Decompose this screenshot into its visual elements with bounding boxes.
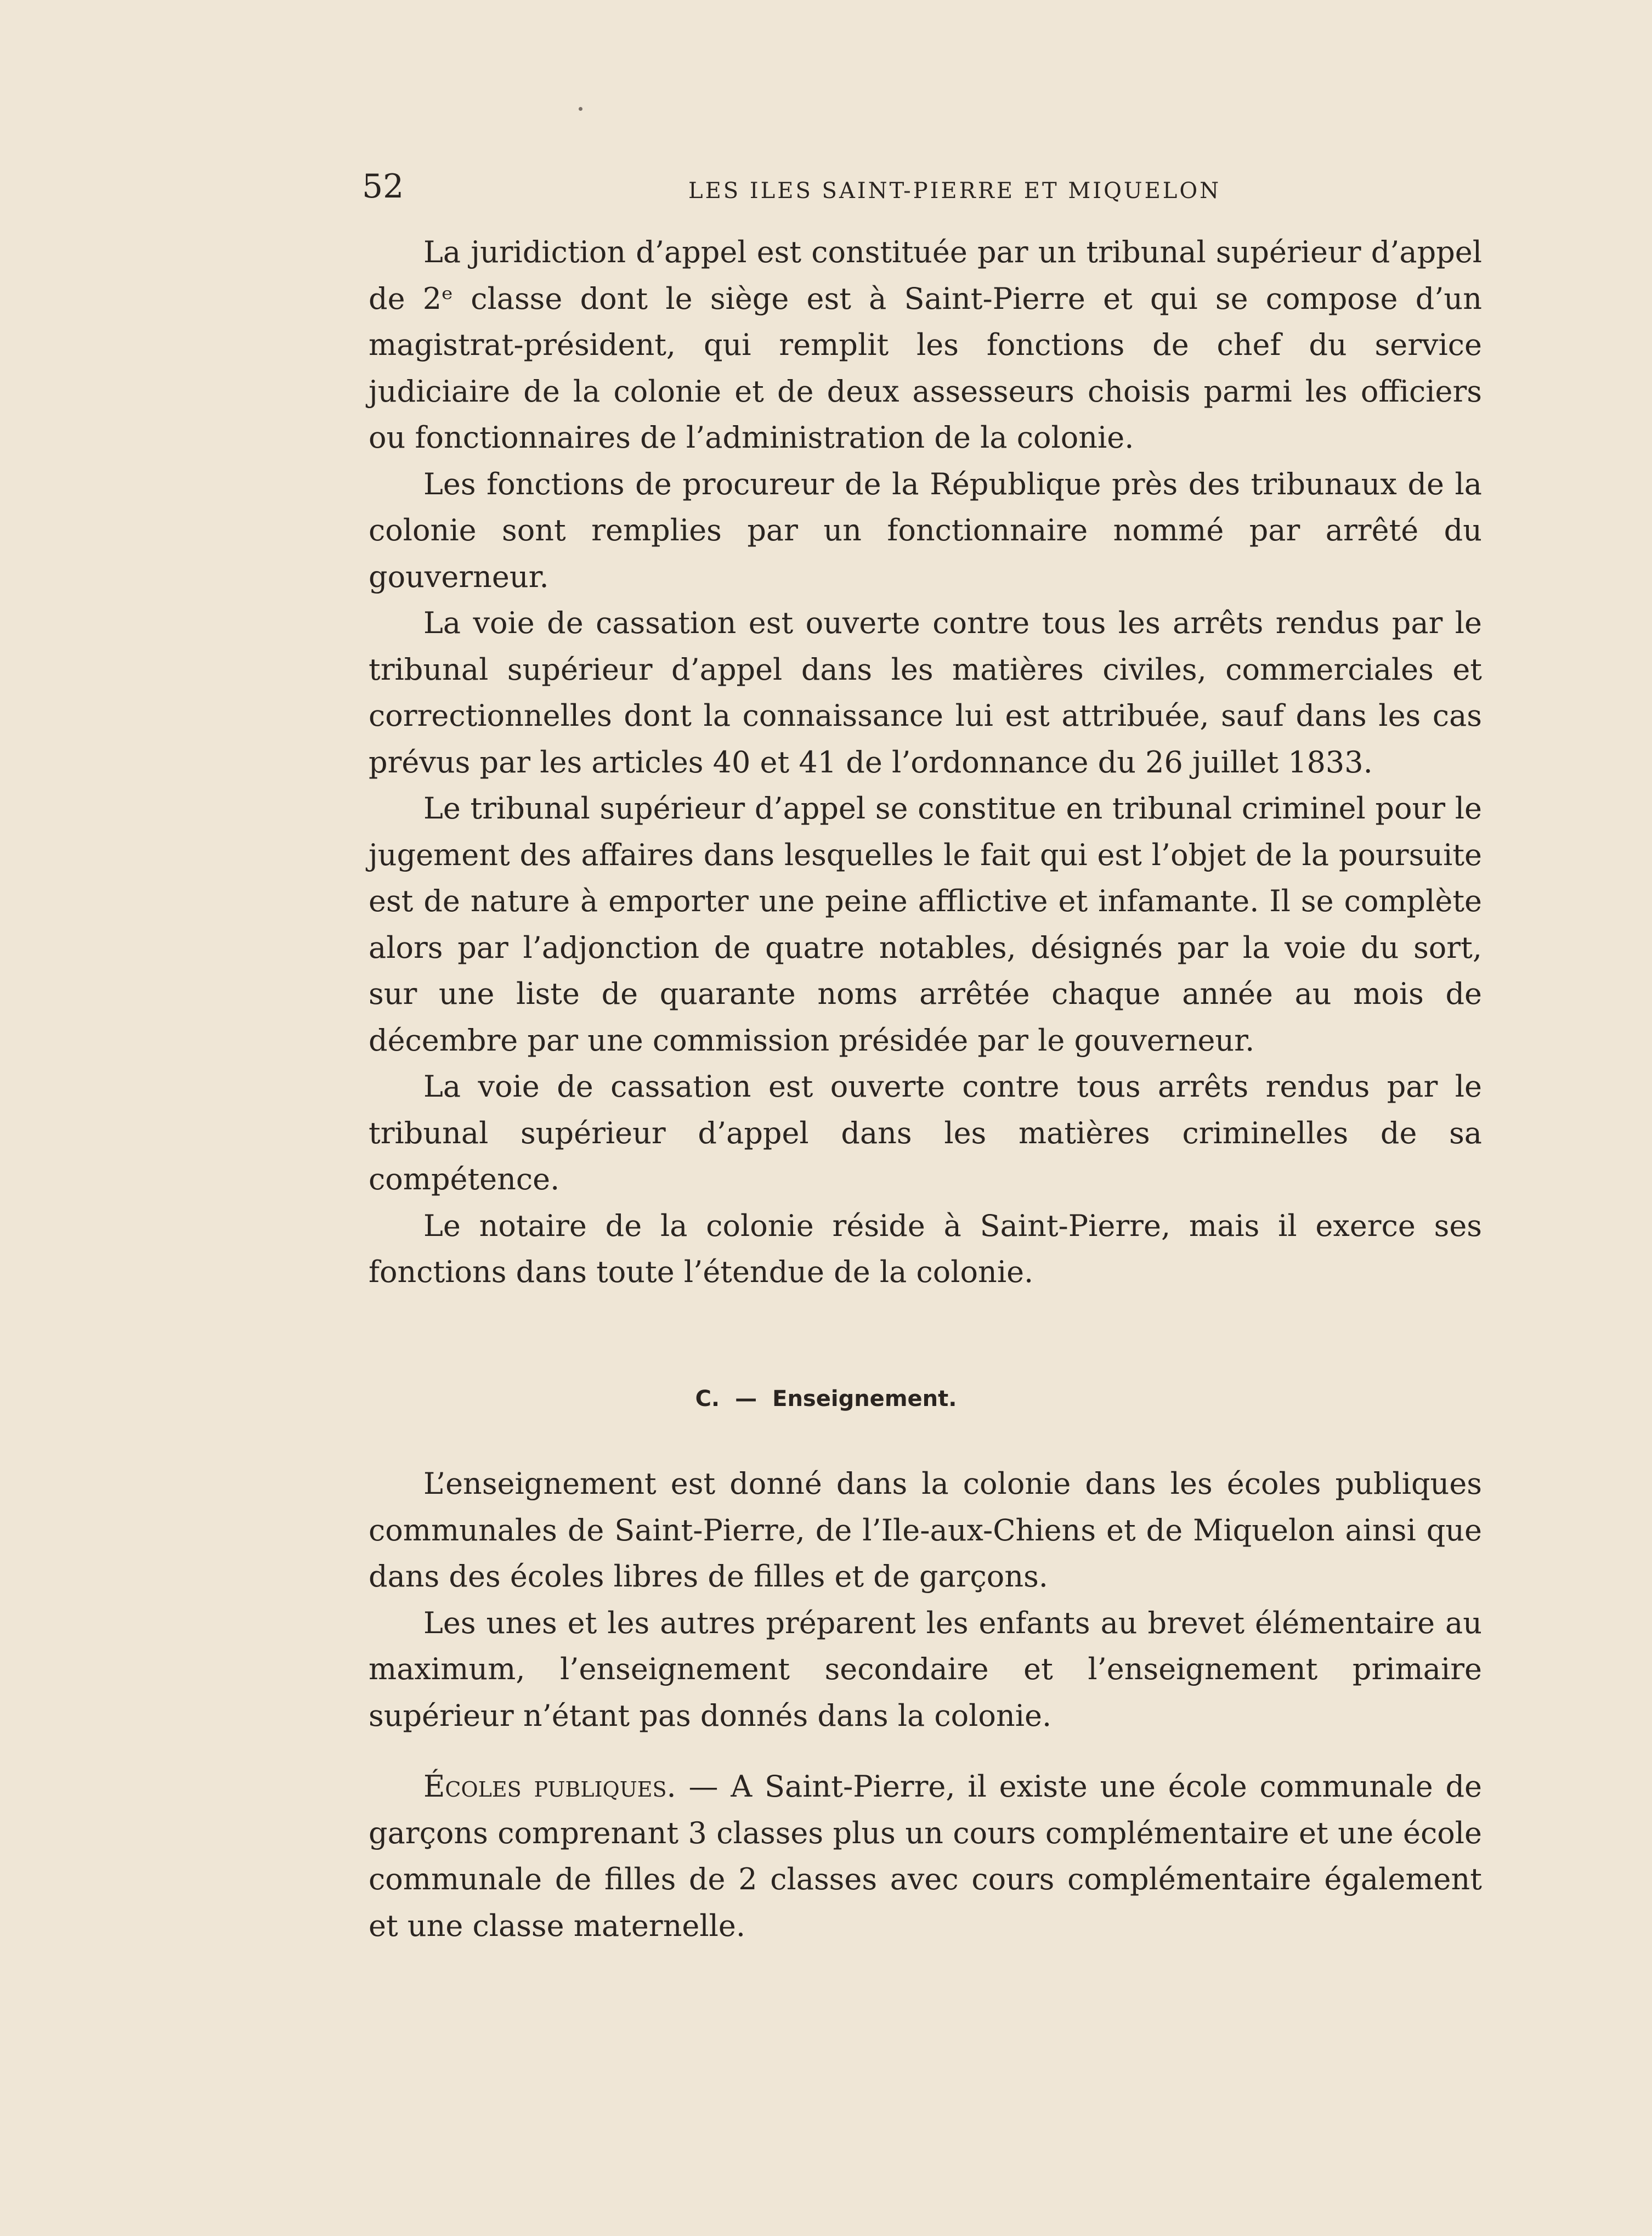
paragraph-diplomas: Les unes et les autres préparent les enfants au brevet élémentaire au maximum, l’enseignement secondaire et l’enseignement primaire supérieur n’étant pas donnés dans la colonie. xyxy=(369,1605,1482,1733)
section-title: Enseignement. xyxy=(772,1386,957,1411)
section-heading xyxy=(0,1382,1652,1415)
text-block-public-schools xyxy=(369,1764,1482,1949)
paragraph-public-schools xyxy=(369,1764,1482,1949)
paragraph-cassation-criminal: La voie de cassation est ouverte contre tous arrêts rendus par le tribunal supérieur d’appel dans les matières criminelles de sa compétence. xyxy=(369,1069,1482,1196)
lead-in-small-caps: Écoles publiques. xyxy=(423,1769,676,1804)
page-number: 52 xyxy=(362,167,404,206)
text-block-education xyxy=(369,1461,1482,1739)
paragraph-cassation-civil: La voie de cassation est ouverte contre tous les arrêts rendus par le tribunal supérieur d’appel dans les matières civiles, commerciales et correctionnelles dont la connaissance lui est attribuée, sauf dans les cas prévus par les articles 40 et 41 de l’ordonnance du 26 juillet 1833. xyxy=(369,606,1482,780)
paragraph-notary: Le notaire de la colonie réside à Saint-Pierre, mais il exerce ses fonctions dans toute l’étendue de la colonie. xyxy=(369,1208,1482,1289)
public-schools-text: — A Saint-Pierre, il existe une école communale de garçons comprenant 3 classes plus un cours complémentaire et une école communale de filles de 2 classes avec cours complémentaire également et une classe maternelle. xyxy=(369,1769,1482,1943)
running-title: LES ILES SAINT-PIERRE ET MIQUELON xyxy=(688,178,1221,204)
paragraph-prosecutor: Les fonctions de procureur de la République près des tribunaux de la colonie sont remplies par un fonctionnaire nommé par arrêté du gouverneur. xyxy=(369,466,1482,594)
section-letter: C. xyxy=(695,1386,720,1411)
paragraph-criminal-tribunal: Le tribunal supérieur d’appel se constitue en tribunal criminel pour le jugement des affaires dans lesquelles le fait qui est l’objet de la poursuite est de nature à emporter une peine afflictive et infamante. Il se complète alors par l’adjonction de quatre notables, désignés par la voie du sort, sur une liste de quarante noms arrêtée chaque année au mois de décembre par une commission présidée par le gouverneur. xyxy=(369,791,1482,1058)
paragraph-schools: L’enseignement est donné dans la colonie dans les écoles publiques communales de Saint-Pierre, de l’Ile-aux-Chiens et de Miquelon ainsi que dans des écoles libres de filles et de garçons. xyxy=(369,1466,1482,1594)
paragraph-appeal-court: La juridiction d’appel est constituée par un tribunal supérieur d’appel de 2ᵉ classe dont le siège est à Saint-Pierre et qui se compose d’un magistrat-président, qui remplit les fonctions de chef du service judiciaire de la colonie et de deux assesseurs choisis parmi les officiers ou fonctionnaires de l’administration de la colonie. xyxy=(369,235,1482,455)
ink-speck xyxy=(579,107,582,111)
text-block-judicial xyxy=(369,229,1482,1296)
section-dash: — xyxy=(735,1386,757,1411)
